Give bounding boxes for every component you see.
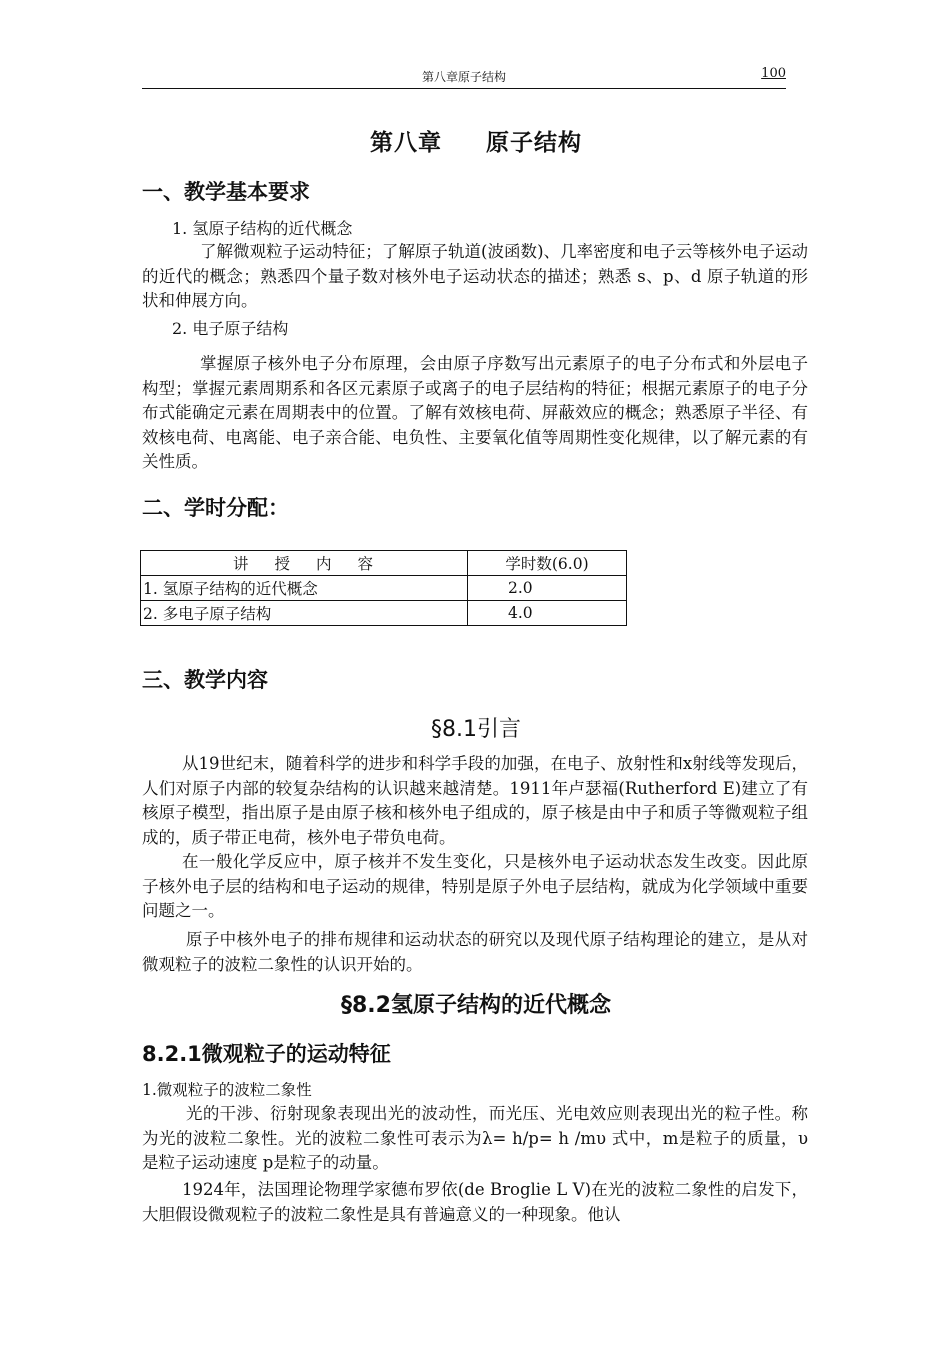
chapter-label: 第八章 bbox=[370, 130, 442, 156]
section-8-1-paragraph-3: 原子中核外电子的排布规律和运动状态的研究以及现代原子结构理论的建立，是从对微观粒子的波粒二象性的认识开始的。 bbox=[142, 930, 808, 974]
section-8-1-title: §8.1引言 bbox=[431, 717, 521, 742]
chapter-title bbox=[0, 124, 952, 157]
section-8-1-paragraph-1: 从19世纪末，随着科学的进步和科学手段的加强，在电子、放射性和x射线等发现后，人们对原子内部的较复杂结构的认识越来越清楚。1911年卢瑟福(Rutherford E)建立了有核原子模型，指出原子是由原子核和核外电子组成的，原子核是由中子和质子等微观粒子组成的，质子带正电荷，核外电子带负电荷。 bbox=[142, 754, 808, 847]
requirement-item-2-title: 2. 电子原子结构 bbox=[172, 319, 289, 338]
table-cell-topic: 2. 多电子原子结构 bbox=[141, 601, 468, 626]
hours-table bbox=[140, 550, 627, 626]
requirement-item-2-body: 掌握原子核外电子分布原理，会由原子序数写出元素原子的电子分布式和外层电子构型；掌握元素周期系和各区元素原子或离子的电子层结构的特征；根据元素原子的电子分布式能确定元素在周期表中的位置。了解有效核电荷、屏蔽效应的概念；熟悉原子半径、有效核电荷、电离能、电子亲合能、电负性、主要氧化值等周期性变化规律，以了解元素的有关性质。 bbox=[142, 354, 808, 471]
table-cell-hours: 4.0 bbox=[468, 601, 627, 626]
section-heading-requirements: 一、教学基本要求 bbox=[142, 180, 310, 204]
subsection-item-1-title: 1.微观粒子的波粒二象性 bbox=[142, 1081, 312, 1099]
table-header-hours: 学时数(6.0) bbox=[468, 551, 627, 576]
requirement-item-1-body: 了解微观粒子运动特征；了解原子轨道(波函数)、几率密度和电子云等核外电子运动的近代的概念；熟悉四个量子数对核外电子运动状态的描述；熟悉 s、p、d 原子轨道的形状和伸展方向。 bbox=[142, 242, 808, 310]
chapter-name: 原子结构 bbox=[486, 130, 582, 156]
subsection-paragraph-2: 1924年，法国理论物理学家德布罗依(de Broglie L V)在光的波粒二象性的启发下，大胆假设微观粒子的波粒二象性是具有普遍意义的一种现象。他认 bbox=[142, 1180, 808, 1224]
section-8-2-title: §8.2氢原子结构的近代概念 bbox=[341, 993, 611, 1018]
table-row bbox=[141, 576, 627, 601]
requirement-item-1-title: 1. 氢原子结构的近代概念 bbox=[172, 219, 353, 238]
table-header-content: 讲授内容 bbox=[141, 551, 468, 576]
section-8-1-paragraph-2: 在一般化学反应中，原子核并不发生变化，只是核外电子运动状态发生改变。因此原子核外电子层的结构和电子运动的规律，特别是原子外电子层结构，就成为化学领域中重要问题之一。 bbox=[142, 852, 808, 920]
section-heading-content: 三、教学内容 bbox=[142, 668, 268, 692]
page-number: 100 bbox=[761, 66, 786, 81]
section-heading-hours: 二、学时分配： bbox=[142, 496, 289, 520]
table-row bbox=[141, 601, 627, 626]
running-title: 第八章原子结构 bbox=[421, 70, 506, 84]
table-cell-hours: 2.0 bbox=[468, 576, 627, 601]
subsection-8-2-1-title: 8.2.1微观粒子的运动特征 bbox=[142, 1042, 391, 1066]
table-header-row bbox=[141, 551, 627, 576]
table-cell-topic: 1. 氢原子结构的近代概念 bbox=[141, 576, 468, 601]
subsection-paragraph-1: 光的干涉、衍射现象表现出光的波动性，而光压、光电效应则表现出光的粒子性。称为光的波粒二象性。光的波粒二象性可表示为λ= h/p= h /mυ 式中，m是粒子的质量，υ 是粒子运动速度 p是粒子的动量。 bbox=[142, 1104, 808, 1172]
running-header bbox=[142, 64, 786, 89]
